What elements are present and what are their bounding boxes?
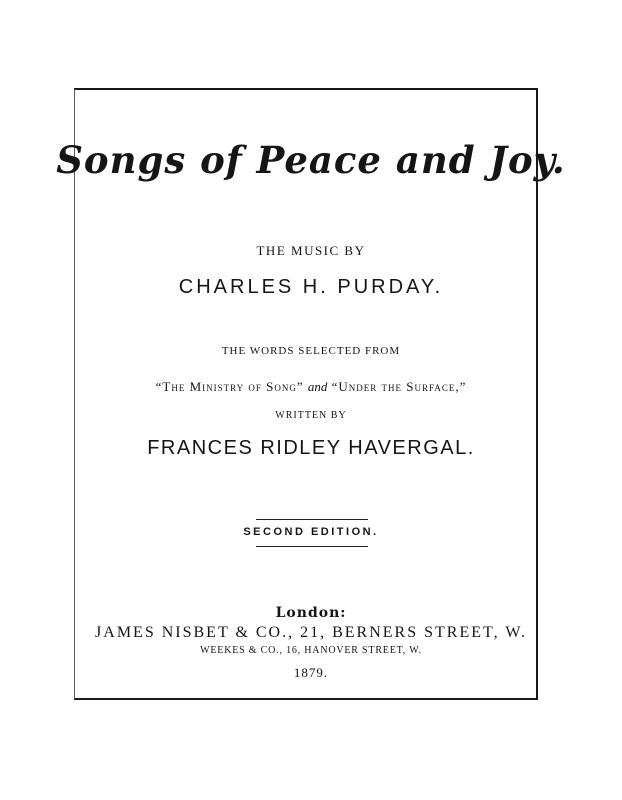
source-work-1: “The Ministry of Song” [155, 379, 304, 394]
music-by-label: THE MUSIC BY [256, 243, 366, 258]
composer-name: CHARLES H. PURDAY. [178, 276, 444, 298]
edition-rule-top [256, 519, 368, 520]
imprint-publisher: JAMES NISBET & CO., 21, BERNERS STREET, W. [95, 624, 527, 641]
book-title: Songs of Peace and Joy. [56, 138, 566, 182]
imprint-city: London: [275, 605, 347, 621]
source-works [0, 379, 622, 395]
words-selected-label: THE WORDS SELECTED FROM [221, 345, 401, 357]
source-work-2: “Under the Surface,” [331, 379, 467, 394]
edition-rule-bottom [256, 546, 368, 547]
edition-label: SECOND EDITION. [243, 526, 379, 538]
author-name: FRANCES RIDLEY HAVERGAL. [147, 437, 475, 459]
imprint-co-publisher: WEEKES & CO., 16, HANOVER STREET, W. [200, 645, 422, 656]
source-conjunction: and [307, 379, 328, 394]
imprint-year: 1879. [293, 665, 329, 680]
written-by-label: WRITTEN BY [275, 410, 347, 421]
